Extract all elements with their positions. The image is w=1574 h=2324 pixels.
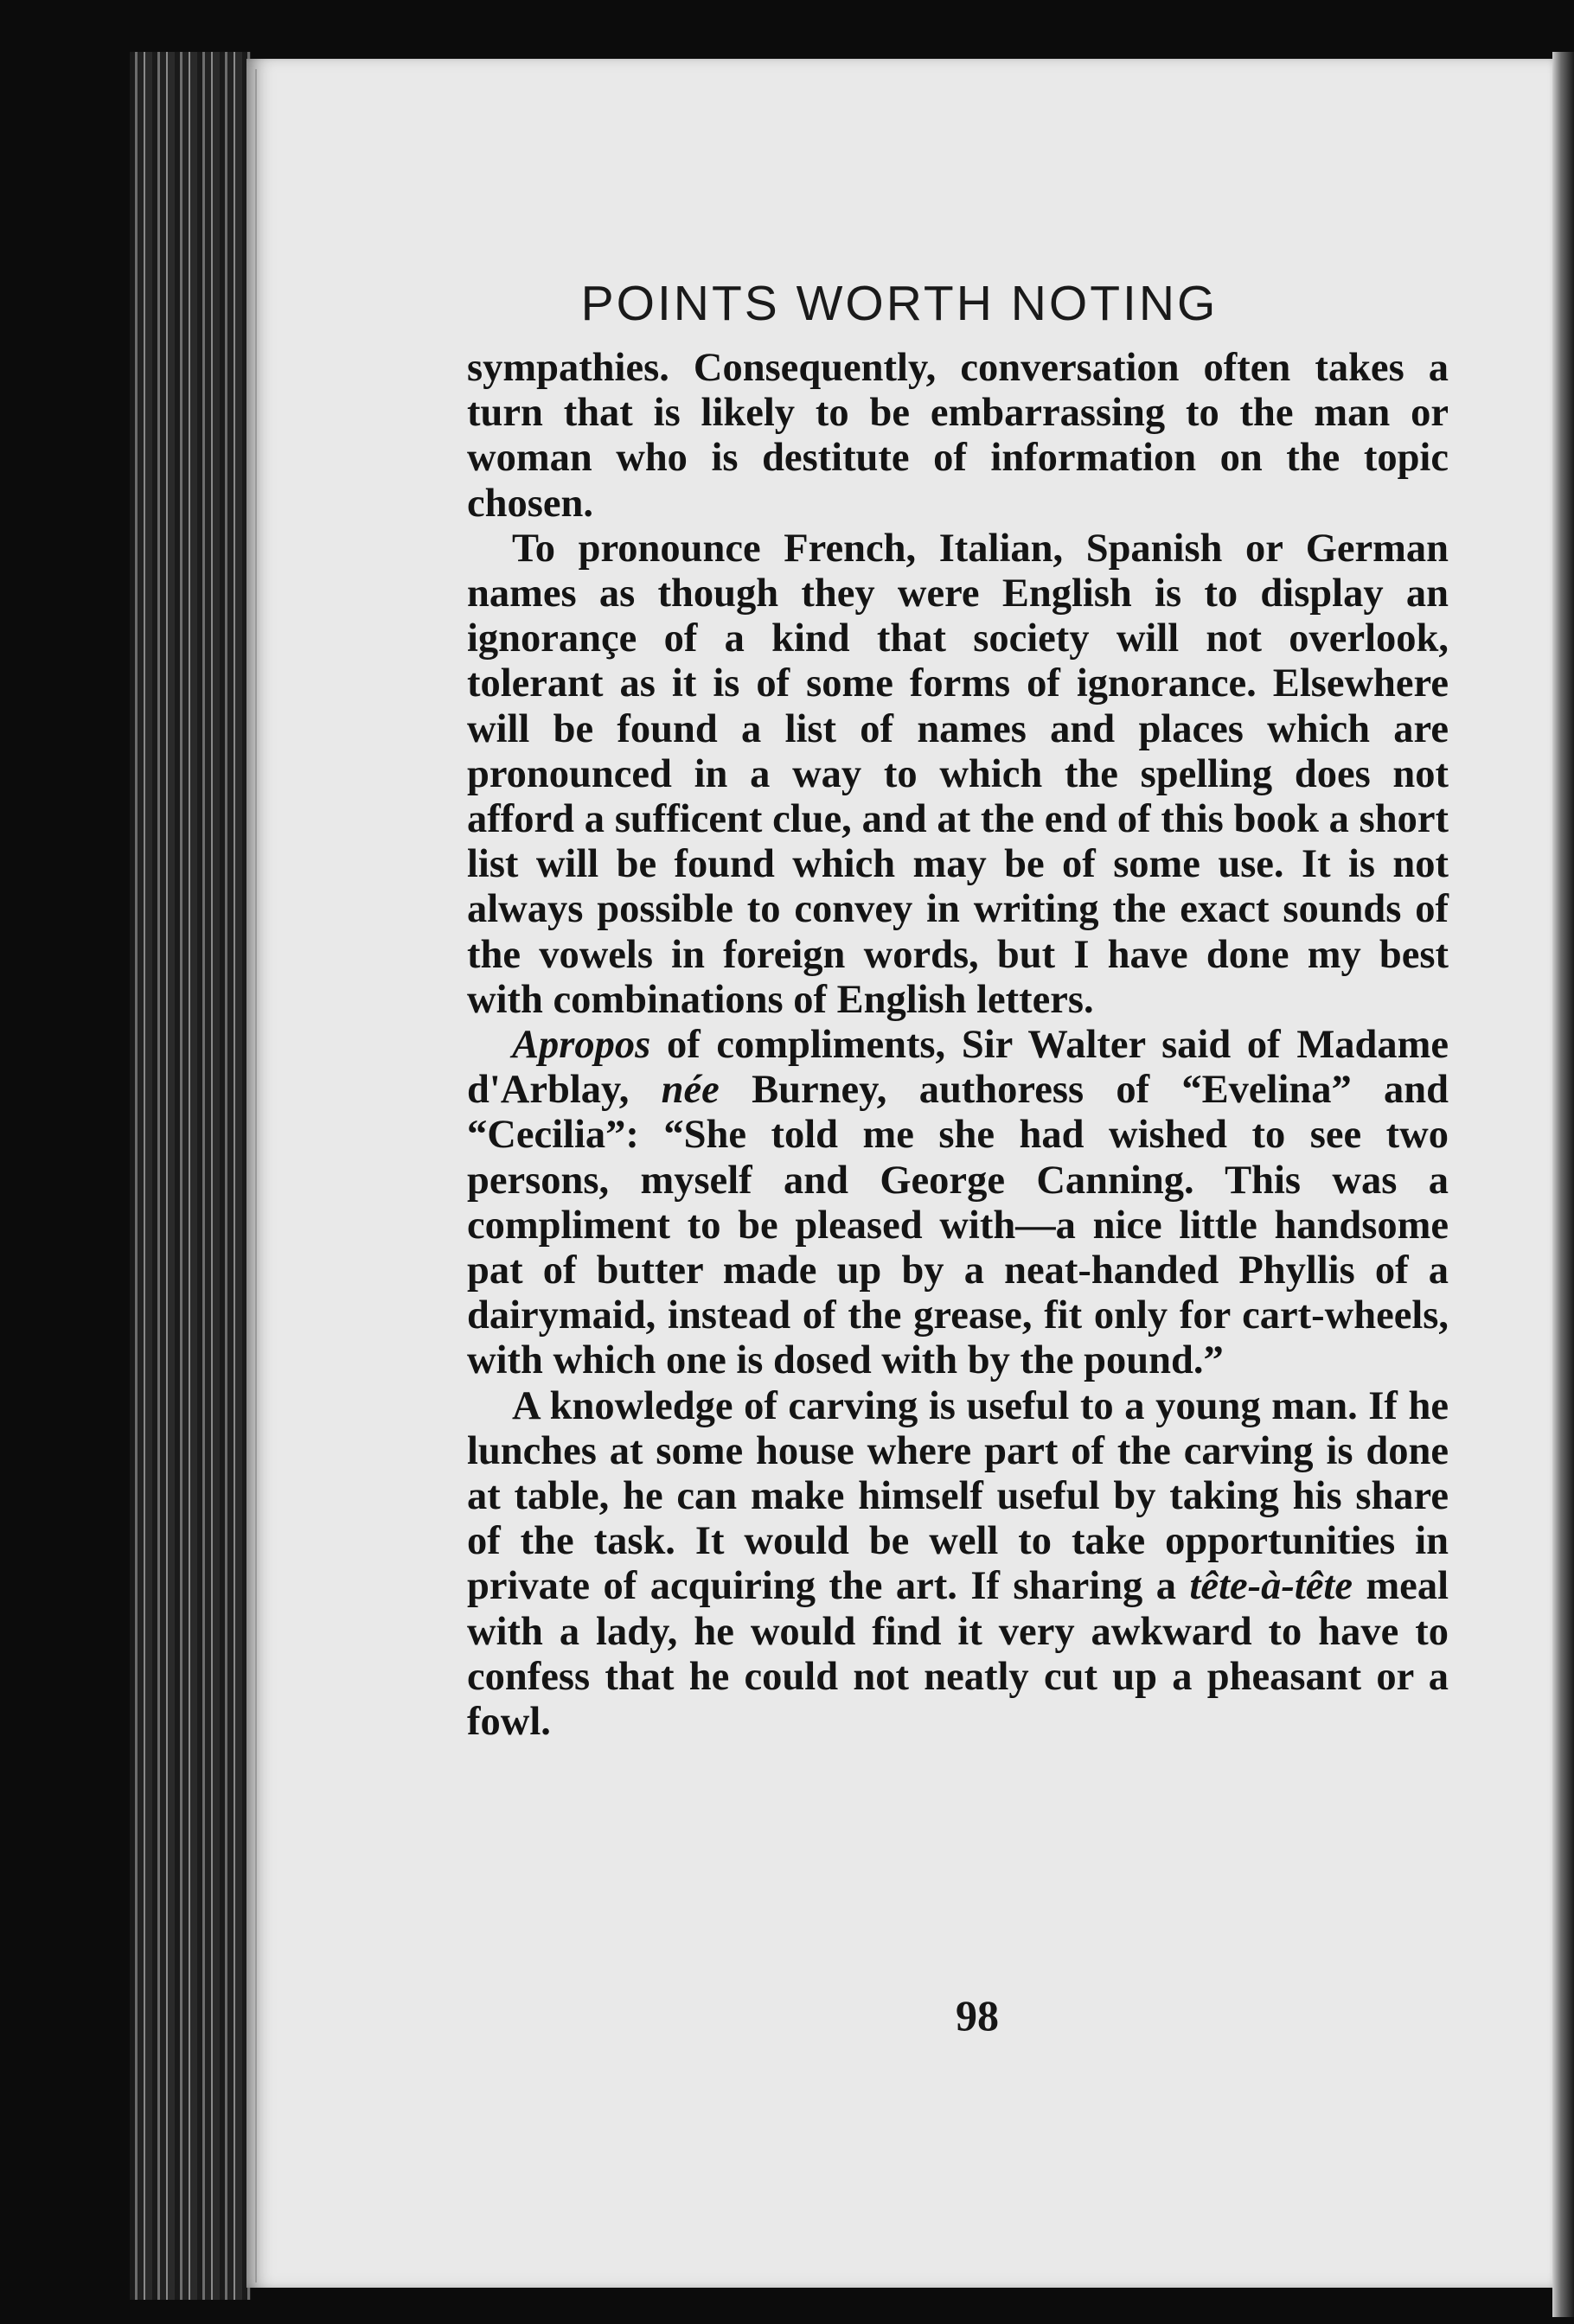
paragraph-2: To pronounce French, Italian, Spanish or German names as though they were English is to display an ignorançe of a kind that society will not overlook, tolerant as it is of some forms of ignorance. Elsewhere will be found a list of names and places which are pronounced in a way to which the spelling does not afford a sufficent clue, and at the end of this book a short list will be found which may be of some use. It is not always possible to convey in writing the exact sounds of the vowels in foreign words, but I have done my best with combinations of English letters. (467, 526, 1449, 1022)
italic-apropos: Apropos (512, 1023, 651, 1068)
paragraph-4 (467, 1384, 1449, 1746)
page-number: 98 (956, 1991, 999, 2040)
paragraph-1: sympathies. Consequently, conversation often takes a turn that is likely to be embarrassing to the man or woman who is destitute of information on the topic chosen. (467, 346, 1449, 526)
running-head: POINTS WORTH NOTING (580, 276, 1219, 331)
page-right-edge (1552, 52, 1574, 2317)
paragraph-3-text-b: Burney, authoress of “Evelina” and “Cecilia”: “She told me she had wished to see two persons, myself and George Canning. This was a compliment to be pleased with—a nice little handsome pat of butter made up by a neat-handed Phyllis of a dairymaid, instead of the grease, fit only for cart-wheels, with which one is dosed with by the pound.” (467, 1068, 1449, 1383)
book-spine-edge (130, 52, 251, 2300)
gutter-shadow-line (255, 69, 257, 2282)
paragraph-4-text-a: A knowledge of carving is useful to a young man. If he lunches at some house where part of the carving is done at table, he can make himself useful by taking his share of the task. It would be well to take opportunities in private of acquiring the art. If sharing a (467, 1383, 1449, 1609)
body-text (467, 346, 1449, 1745)
paragraph-3 (467, 1023, 1449, 1384)
paragraph-4-text-b: meal with a lady, he would find it very awkward to have to confess that he could not neatly cut up a pheasant or a fowl. (467, 1564, 1449, 1745)
italic-tete-a-tete: tête-à-tête (1189, 1564, 1353, 1609)
paragraph-3-text-a: of compliments, Sir Walter said of Madame d'Arblay, (467, 1023, 1449, 1113)
italic-nee: née (661, 1068, 720, 1113)
